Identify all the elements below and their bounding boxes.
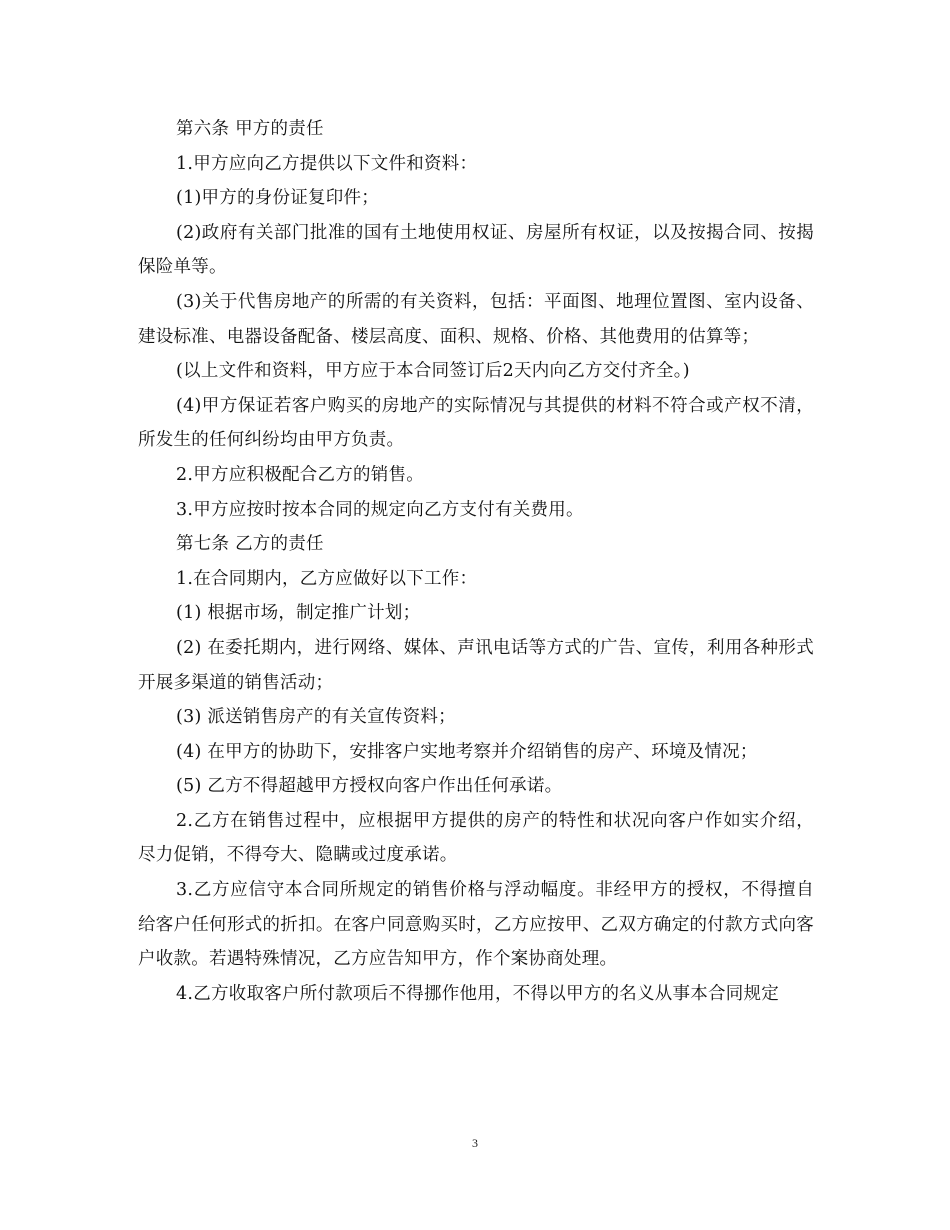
paragraph: (2)政府有关部门批准的国有土地使用权证、房屋所有权证，以及按揭合同、按揭保险单等。 (138, 222, 814, 278)
paragraph: 1.甲方应向乙方提供以下文件和资料： (176, 153, 478, 174)
paragraph: 2.甲方应积极配合乙方的销售。 (176, 464, 424, 485)
paragraph: 1.在合同期内，乙方应做好以下工作： (176, 568, 478, 589)
paragraph: (3) 派送销售房产的有关宣传资料； (176, 707, 456, 728)
paragraph: (1)甲方的身份证复印件； (176, 188, 380, 209)
paragraph: (1) 根据市场，制定推广计划； (176, 603, 421, 624)
page-number: 3 (472, 1136, 478, 1150)
article-7-heading: 第七条 乙方的责任 (176, 534, 324, 555)
paragraph: 2.乙方在销售过程中，应根据甲方提供的房产的特性和状况向客户作如实介绍，尽力促销，不得夸大、隐瞒或过度承诺。 (138, 810, 814, 866)
document-body (138, 112, 814, 1011)
paragraph: (5) 乙方不得超越甲方授权向客户作出任何承诺。 (176, 776, 563, 797)
paragraph: 4.乙方收取客户所付款项后不得挪作他用，不得以甲方的名义从事本合同规定 (176, 983, 779, 1004)
article-6-heading: 第六条 甲方的责任 (176, 119, 324, 139)
paragraph: (4) 在甲方的协助下，安排客户实地考察并介绍销售的房产、环境及情况； (176, 741, 758, 762)
paragraph: 3.甲方应按时按本合同的规定向乙方支付有关费用。 (176, 499, 584, 520)
paragraph: (3)关于代售房地产的所需的有关资料，包括：平面图、地理位置图、室内设备、建设标准、电器设备配备、楼层高度、面积、规格、价格、其他费用的估算等； (138, 291, 814, 347)
paragraph: (4)甲方保证若客户购买的房地产的实际情况与其提供的材料不符合或产权不清，所发生的任何纠纷均由甲方负责。 (138, 395, 814, 451)
paragraph: (以上文件和资料，甲方应于本合同签订后2天内向乙方交付齐全。) (176, 361, 690, 382)
paragraph: (2) 在委托期内，进行网络、媒体、声讯电话等方式的广告、宣传，利用各种形式开展多渠道的销售活动； (138, 637, 814, 693)
paragraph: 3.乙方应信守本合同所规定的销售价格与浮动幅度。非经甲方的授权，不得擅自给客户任何形式的折扣。在客户同意购买时，乙方应按甲、乙双方确定的付款方式向客户收款。若遇特殊情况，乙方应告知甲方，作个案协商处理。 (138, 880, 814, 970)
